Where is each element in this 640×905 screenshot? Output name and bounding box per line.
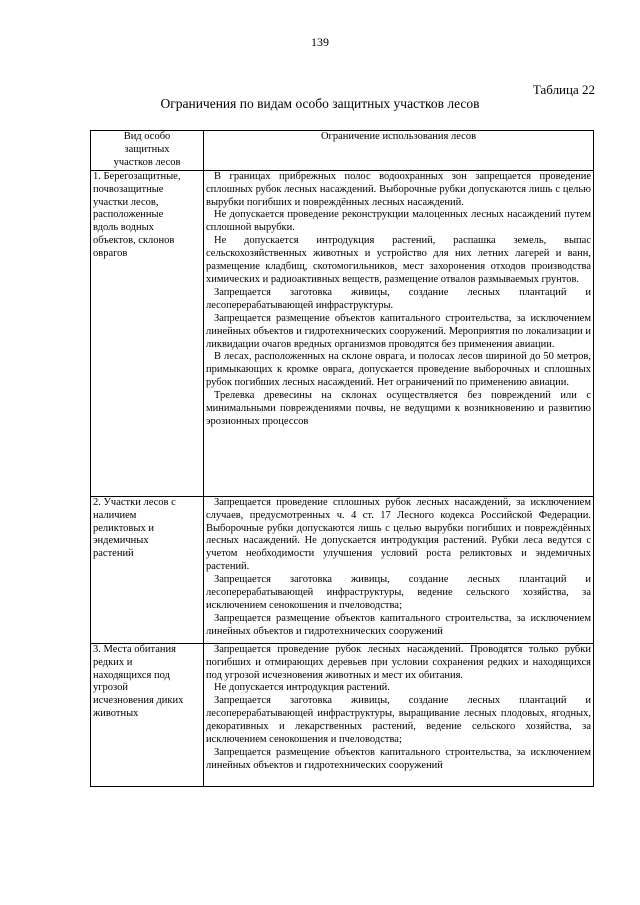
restriction-paragraph: Не допускается проведение реконструкции малоценных лесных насаждений путем сплошной вырубки.	[206, 209, 591, 234]
table-row	[91, 496, 594, 643]
table-header-row	[91, 131, 594, 171]
restriction-cell	[204, 643, 594, 786]
kind-line: эндемичных	[93, 535, 149, 547]
kind-line: угрозой	[93, 682, 129, 694]
restriction-cell	[204, 170, 594, 496]
restriction-paragraph: Не допускается интродукция растений.	[214, 682, 390, 694]
kind-line: исчезновения диких	[93, 695, 184, 707]
kind-line: участки лесов,	[93, 196, 159, 208]
restriction-paragraph: Запрещается размещение объектов капитального строительства, за исключением линейных объектов и гидротехнических сооружений. Мероприятия по локализации и ликвидации очагов вредных организмов проводятся без применения авиации.	[206, 312, 591, 350]
restriction-cell	[204, 496, 594, 643]
kind-line: находящихся под	[93, 669, 170, 681]
header-kind	[91, 131, 204, 171]
forest-kind-cell	[91, 170, 204, 496]
restriction-paragraph: Не допускается интродукция растений, распашка земель, выпас сельскохозяйственных животных и устройство для них летних лагерей и ванн, размещение кладбищ, скотомогильников, мест захоронения отходов производства химических и радиоактивных веществ, размещение отвалов размываемых грунтов.	[206, 235, 591, 285]
restriction-paragraph: В лесах, расположенных на склоне оврага, и полосах лесов шириной до 50 метров, примыкающих к кромке оврага, допускается проведение выборочных и сплошных рубок погибших лесных насаждений. Нет ограничений по применению авиации.	[206, 351, 591, 389]
restriction-paragraph: Запрещается заготовка живицы, создание лесных плантаций и лесоперерабатывающей инфраструктуры.	[206, 286, 591, 311]
restriction-paragraph: Запрещается проведение рубок лесных насаждений. Проводятся только рубки погибших и отмирающих деревьев при условии сохранения редких и находящихся под угрозой исчезновения животных и мест их обитания.	[206, 643, 591, 681]
table-label: Таблица 22	[532, 82, 595, 97]
kind-line: 3. Места обитания	[93, 643, 176, 655]
forest-kind-cell	[91, 643, 204, 786]
kind-line: объектов, склонов	[93, 235, 175, 247]
restriction-paragraph: Запрещается заготовка живицы, создание лесных плантаций и лесоперерабатывающей инфраструктуры, выращивание лесных плодовых, ягодных, декоративных и лекарственных растений, ведение сельского хозяйства, за исключением сенокошения и пчеловодства;	[206, 695, 591, 746]
kind-line: вдоль водных	[93, 222, 154, 234]
forest-kind-cell	[91, 496, 204, 643]
table-row	[91, 170, 594, 496]
restriction-paragraph: Трелевка древесины на склонах осуществляется без повреждений или с минимальными повреждениями почвы, не ведущими к возникновению и развитию эрозионных процессов	[206, 390, 591, 427]
kind-line: 2. Участки лесов с	[93, 496, 176, 508]
kind-line: почвозащитные	[93, 183, 164, 195]
header-kind-line: участков лесов	[113, 156, 181, 168]
kind-line: редких и	[93, 656, 133, 668]
kind-line: оврагов	[93, 248, 128, 260]
kind-line: реликтовых и	[93, 522, 154, 534]
table-row	[91, 643, 594, 786]
table-title: Ограничения по видам особо защитных участков лесов	[160, 96, 480, 111]
restriction-paragraph: Запрещается размещение объектов капитального строительства, за исключением линейных объектов и гидротехнических сооружений	[206, 746, 591, 771]
header-kind-line: Вид особо	[123, 131, 171, 142]
kind-line: наличием	[93, 509, 137, 521]
restriction-paragraph: Запрещается размещение объектов капитального строительства, за исключением линейных объектов и гидротехнических сооружений	[206, 612, 591, 637]
restriction-paragraph: В границах прибрежных полос водоохранных зон запрещается проведение сплошных рубок лесных насаждений. Выборочные рубки допускаются лишь с целью вырубки погибших и повреждённых лесных насаждений.	[206, 170, 591, 208]
kind-line: расположенные	[93, 209, 164, 221]
page-number: 139	[311, 35, 329, 49]
restriction-paragraph: Запрещается проведение сплошных рубок лесных насаждений, за исключением случаев, предусмотренных ч. 4 ст. 17 Лесного кодекса Российской Федерации. Выборочные рубки допускаются лишь с целью вырубки погибших и повреждённых лесных насаждений. Не допускается интродукция растений. Рубки леса ведутся с учетом необходимости улучшения условий роста реликтовых и эндемичных растений.	[206, 496, 591, 573]
header-restriction: Ограничение использования лесов	[204, 131, 594, 171]
kind-line: растений	[93, 548, 134, 560]
restrictions-table	[90, 130, 594, 787]
restriction-paragraph: Запрещается заготовка живицы, создание лесных плантаций и лесоперерабатывающей инфраструктуры, ведение сельского хозяйства, за исключением сенокошения и пчеловодства;	[206, 574, 591, 611]
kind-line: животных	[93, 708, 139, 720]
kind-line: 1. Берегозащитные,	[93, 170, 181, 182]
header-kind-line: защитных	[124, 143, 170, 155]
